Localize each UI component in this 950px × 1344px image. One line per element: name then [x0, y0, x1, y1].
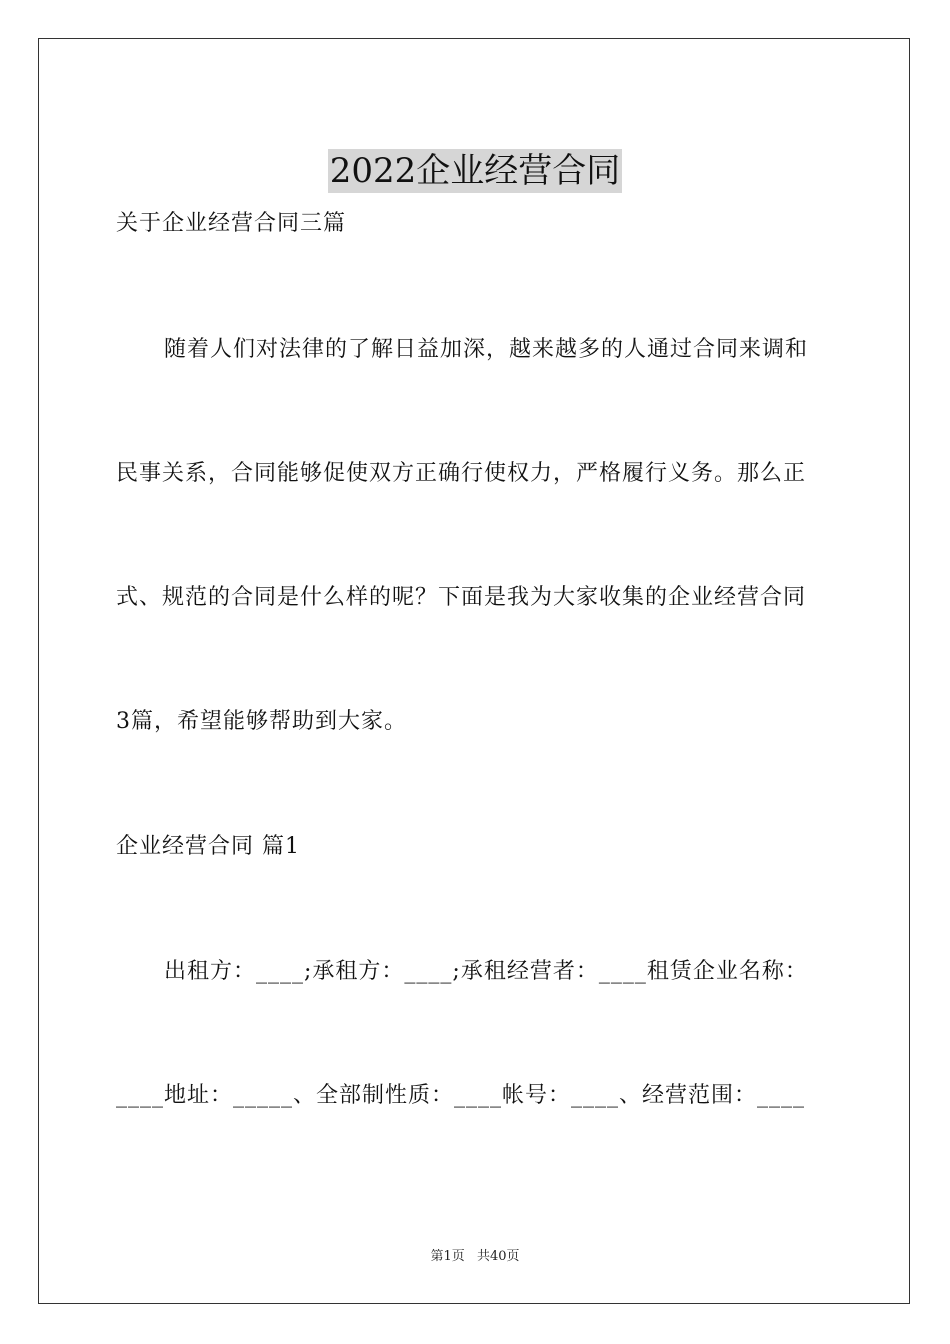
intro-line-2: 民事关系，合同能够促使双方正确行使权力，严格履行义务。那么正 — [116, 461, 807, 486]
contract-line-2: ____地址：_____、全部制性质：____帐号：____、经营范围：____ — [116, 1083, 806, 1108]
page-footer — [0, 1248, 950, 1266]
contract-line-1: 出租方：____;承租方：____;承租经营者：____租赁企业名称： — [164, 959, 808, 984]
page-number: 第1页 — [430, 1249, 465, 1264]
page-total: 共40页 — [476, 1249, 520, 1264]
intro-line-1: 随着人们对法律的了解日益加深，越来越多的人通过合同来调和 — [164, 337, 809, 362]
document-title: 2022企业经营合同 — [329, 150, 621, 191]
section-heading: 企业经营合同 篇1 — [116, 834, 300, 859]
intro-line-4: 3篇，希望能够帮助到大家。 — [116, 709, 407, 734]
document-subtitle: 关于企业经营合同三篇 — [116, 211, 347, 236]
intro-line-3: 式、规范的合同是什么样的呢？下面是我为大家收集的企业经营合同 — [116, 585, 807, 610]
title-container — [0, 126, 950, 216]
